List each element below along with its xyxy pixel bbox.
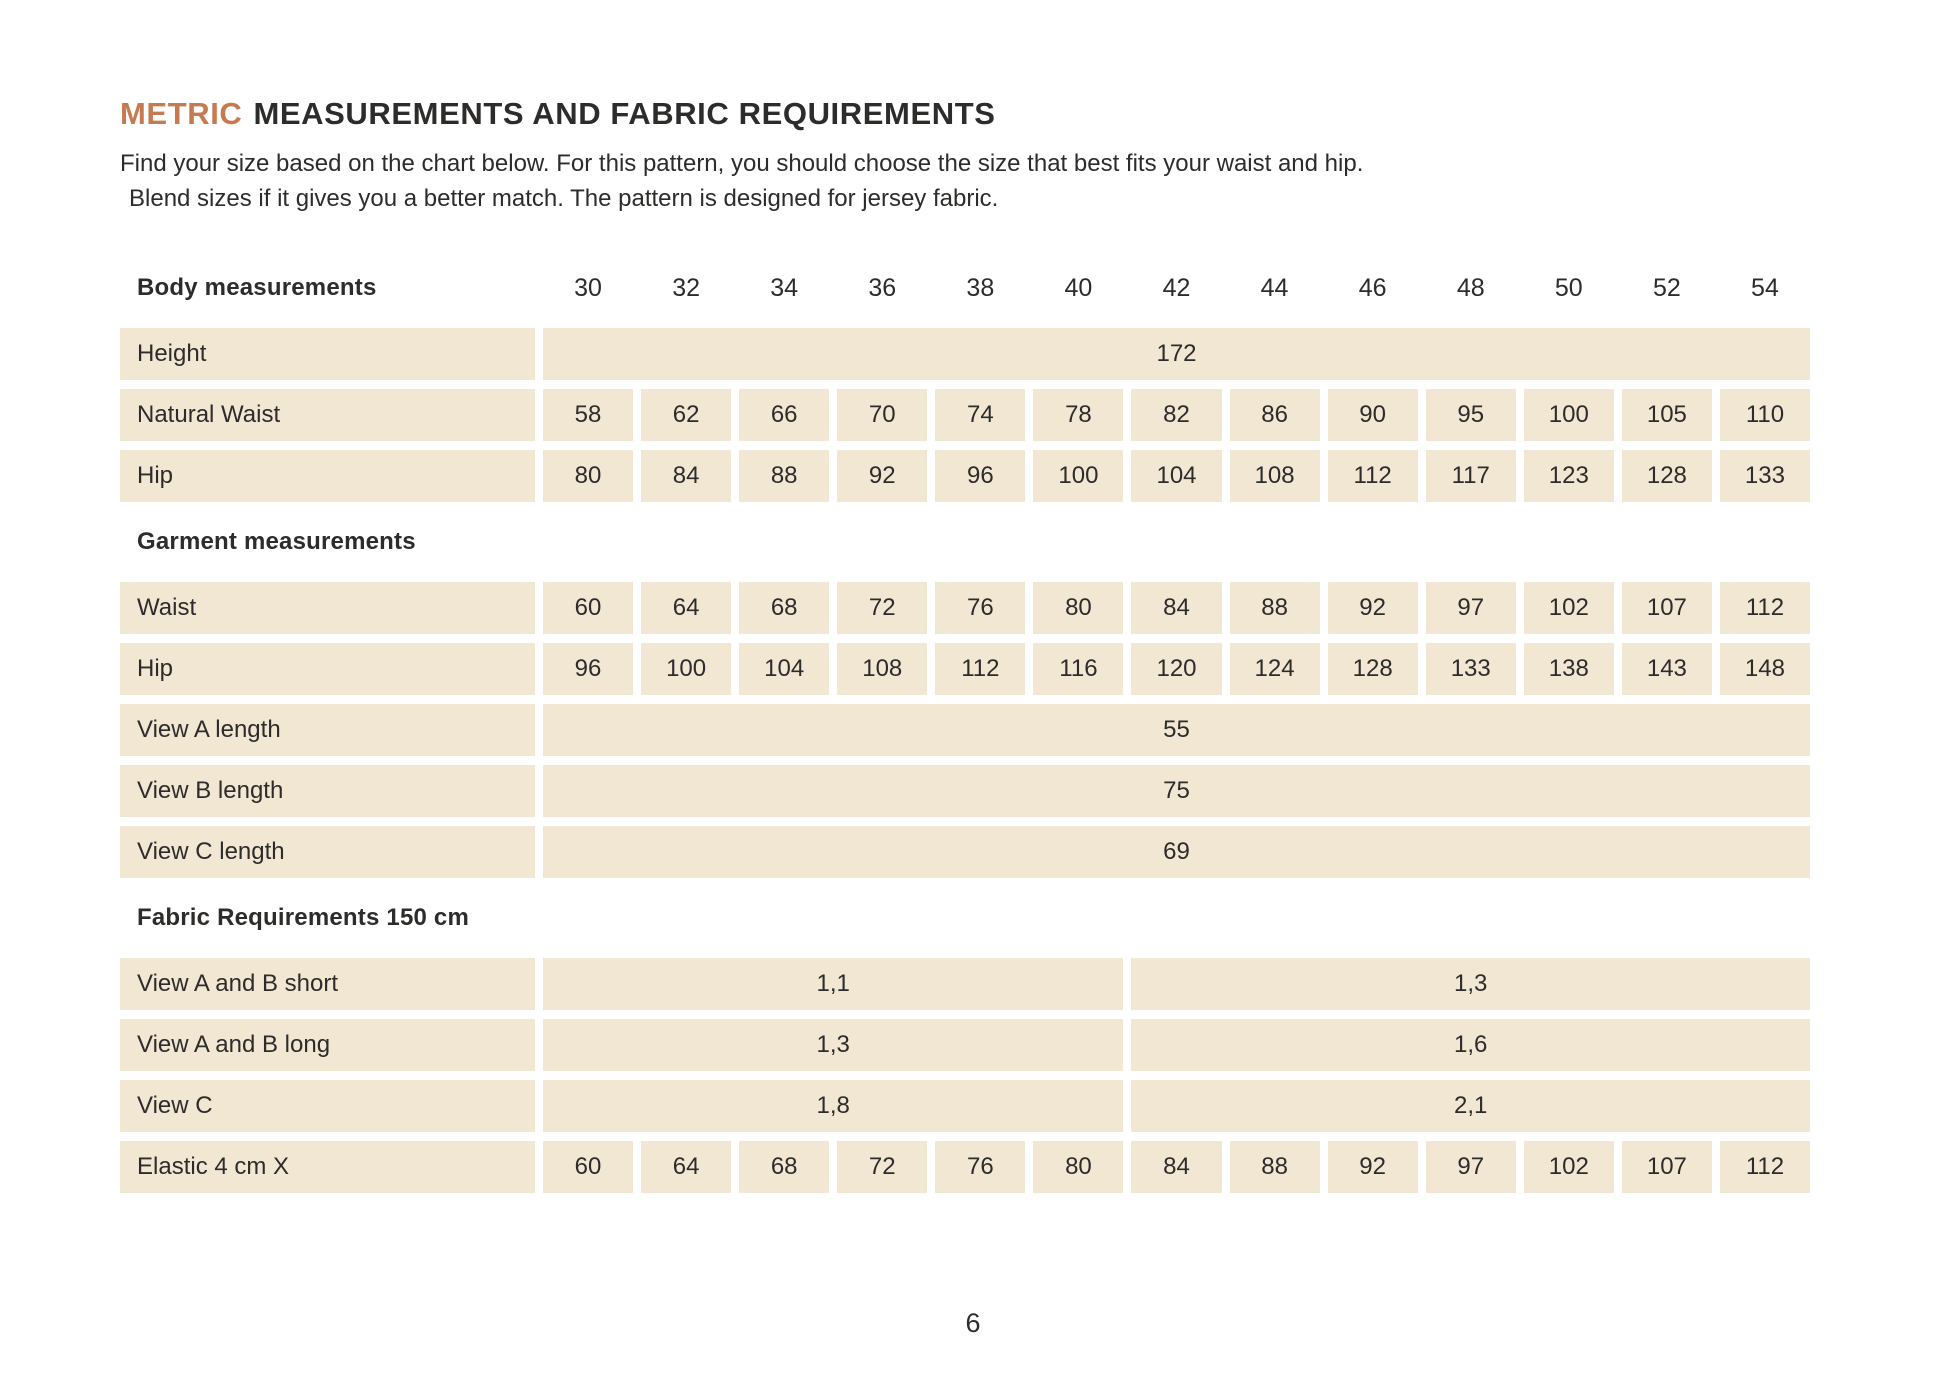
body-hip-value: 133 bbox=[1720, 450, 1810, 502]
view-ab-short-small-sizes-value: 1,1 bbox=[543, 958, 1123, 1010]
body-hip-value: 80 bbox=[543, 450, 633, 502]
section-heading-body-measurements: Body measurements bbox=[137, 274, 377, 301]
row-label-view-c: View C bbox=[120, 1080, 535, 1132]
elastic-value: 102 bbox=[1524, 1141, 1614, 1193]
garment-hip-value: 104 bbox=[739, 643, 829, 695]
measurements-table bbox=[120, 258, 1810, 1193]
garment-waist-value: 88 bbox=[1230, 582, 1320, 634]
natural-waist-value: 100 bbox=[1524, 389, 1614, 441]
garment-waist-row bbox=[120, 582, 1810, 634]
view-b-length-row bbox=[120, 765, 1810, 817]
elastic-value: 60 bbox=[543, 1141, 633, 1193]
size-column-header: 38 bbox=[966, 273, 995, 302]
section-heading-garment-measurements: Garment measurements bbox=[137, 528, 416, 555]
row-label-waist: Waist bbox=[120, 582, 535, 634]
view-a-length-row bbox=[120, 704, 1810, 756]
natural-waist-value: 74 bbox=[935, 389, 1025, 441]
elastic-row bbox=[120, 1141, 1810, 1193]
garment-hip-value: 108 bbox=[837, 643, 927, 695]
row-label-view-a-length: View A length bbox=[120, 704, 535, 756]
natural-waist-row bbox=[120, 389, 1810, 441]
size-column-header: 40 bbox=[1064, 273, 1093, 302]
garment-hip-value: 128 bbox=[1328, 643, 1418, 695]
garment-hip-value: 148 bbox=[1720, 643, 1810, 695]
natural-waist-value: 58 bbox=[543, 389, 633, 441]
view-ab-long-small-sizes-value: 1,3 bbox=[543, 1019, 1123, 1071]
body-hip-value: 96 bbox=[935, 450, 1025, 502]
size-column-header: 54 bbox=[1751, 273, 1779, 302]
garment-waist-value: 60 bbox=[543, 582, 633, 634]
view-ab-short-row bbox=[120, 958, 1810, 1010]
garment-waist-value: 72 bbox=[837, 582, 927, 634]
elastic-value: 92 bbox=[1328, 1141, 1418, 1193]
size-column-header: 48 bbox=[1456, 273, 1485, 302]
garment-hip-value: 112 bbox=[935, 643, 1025, 695]
page-content bbox=[120, 96, 1810, 1202]
garment-hip-value: 143 bbox=[1622, 643, 1712, 695]
garment-waist-value: 92 bbox=[1328, 582, 1418, 634]
row-label-view-b-length: View B length bbox=[120, 765, 535, 817]
view-a-length-value: 55 bbox=[543, 704, 1810, 756]
garment-hip-value: 96 bbox=[543, 643, 633, 695]
elastic-value: 72 bbox=[837, 1141, 927, 1193]
body-hip-value: 92 bbox=[837, 450, 927, 502]
body-hip-value: 108 bbox=[1230, 450, 1320, 502]
garment-hip-value: 100 bbox=[641, 643, 731, 695]
size-column-header: 44 bbox=[1260, 273, 1289, 302]
view-c-fabric-row bbox=[120, 1080, 1810, 1132]
title-rest: MEASUREMENTS AND FABRIC REQUIREMENTS bbox=[253, 96, 996, 131]
size-column-header: 32 bbox=[672, 273, 700, 302]
title-accent: METRIC bbox=[120, 96, 243, 131]
size-header-row bbox=[120, 258, 1810, 318]
natural-waist-value: 62 bbox=[641, 389, 731, 441]
size-column-header: 34 bbox=[770, 273, 799, 302]
view-ab-long-large-sizes-value: 1,6 bbox=[1131, 1019, 1810, 1071]
section-heading-fabric-requirements: Fabric Requirements 150 cm bbox=[137, 904, 470, 931]
natural-waist-value: 90 bbox=[1328, 389, 1418, 441]
row-label-view-c-length: View C length bbox=[120, 826, 535, 878]
height-row bbox=[120, 328, 1810, 380]
natural-waist-value: 66 bbox=[739, 389, 829, 441]
body-hip-value: 128 bbox=[1622, 450, 1712, 502]
body-hip-value: 112 bbox=[1328, 450, 1418, 502]
garment-hip-value: 138 bbox=[1524, 643, 1614, 695]
body-hip-value: 100 bbox=[1033, 450, 1123, 502]
view-c-large-sizes-value: 2,1 bbox=[1131, 1080, 1810, 1132]
garment-hip-value: 133 bbox=[1426, 643, 1516, 695]
view-c-small-sizes-value: 1,8 bbox=[543, 1080, 1123, 1132]
row-label-view-ab-long: View A and B long bbox=[120, 1019, 535, 1071]
body-hip-value: 88 bbox=[739, 450, 829, 502]
view-c-length-row bbox=[120, 826, 1810, 878]
row-label-elastic: Elastic 4 cm X bbox=[120, 1141, 535, 1193]
view-c-length-value: 69 bbox=[543, 826, 1810, 878]
elastic-value: 68 bbox=[739, 1141, 829, 1193]
height-value: 172 bbox=[543, 328, 1810, 380]
row-label-hip: Hip bbox=[120, 643, 535, 695]
garment-hip-value: 124 bbox=[1230, 643, 1320, 695]
natural-waist-value: 86 bbox=[1230, 389, 1320, 441]
garment-waist-value: 97 bbox=[1426, 582, 1516, 634]
garment-hip-value: 116 bbox=[1033, 643, 1123, 695]
elastic-value: 97 bbox=[1426, 1141, 1516, 1193]
intro-line-2: Blend sizes if it gives you a better match. The pattern is designed for jersey fabric. bbox=[129, 185, 999, 212]
row-label-view-ab-short: View A and B short bbox=[120, 958, 535, 1010]
size-column-header: 52 bbox=[1652, 273, 1681, 302]
elastic-value: 88 bbox=[1230, 1141, 1320, 1193]
garment-waist-value: 102 bbox=[1524, 582, 1614, 634]
garment-waist-value: 107 bbox=[1622, 582, 1712, 634]
page-title bbox=[120, 96, 1810, 132]
size-column-header: 50 bbox=[1554, 273, 1583, 302]
natural-waist-value: 70 bbox=[837, 389, 927, 441]
size-column-header: 46 bbox=[1358, 273, 1387, 302]
row-label-natural-waist: Natural Waist bbox=[120, 389, 535, 441]
view-ab-long-row bbox=[120, 1019, 1810, 1071]
body-hip-row bbox=[120, 450, 1810, 502]
natural-waist-value: 110 bbox=[1720, 389, 1810, 441]
garment-waist-value: 84 bbox=[1131, 582, 1221, 634]
garment-waist-value: 76 bbox=[935, 582, 1025, 634]
intro-text bbox=[120, 146, 1810, 216]
elastic-value: 112 bbox=[1720, 1141, 1810, 1193]
view-b-length-value: 75 bbox=[543, 765, 1810, 817]
size-column-header: 36 bbox=[868, 273, 897, 302]
page-number: 6 bbox=[965, 1308, 981, 1338]
elastic-value: 64 bbox=[641, 1141, 731, 1193]
row-label-hip: Hip bbox=[120, 450, 535, 502]
garment-waist-value: 112 bbox=[1720, 582, 1810, 634]
view-ab-short-large-sizes-value: 1,3 bbox=[1131, 958, 1810, 1010]
size-column-header: 30 bbox=[574, 273, 602, 302]
elastic-value: 80 bbox=[1033, 1141, 1123, 1193]
garment-hip-value: 120 bbox=[1131, 643, 1221, 695]
elastic-value: 107 bbox=[1622, 1141, 1712, 1193]
elastic-value: 84 bbox=[1131, 1141, 1221, 1193]
body-hip-value: 84 bbox=[641, 450, 731, 502]
size-column-header: 42 bbox=[1162, 273, 1191, 302]
elastic-value: 76 bbox=[935, 1141, 1025, 1193]
body-hip-value: 104 bbox=[1131, 450, 1221, 502]
garment-waist-value: 64 bbox=[641, 582, 731, 634]
garment-waist-value: 80 bbox=[1033, 582, 1123, 634]
natural-waist-value: 105 bbox=[1622, 389, 1712, 441]
row-label-height: Height bbox=[120, 328, 535, 380]
natural-waist-value: 82 bbox=[1131, 389, 1221, 441]
intro-line-1: Find your size based on the chart below. For this pattern, you should choose the size that best fits your waist and hip. bbox=[120, 150, 1364, 177]
natural-waist-value: 95 bbox=[1426, 389, 1516, 441]
body-hip-value: 123 bbox=[1524, 450, 1614, 502]
natural-waist-value: 78 bbox=[1033, 389, 1123, 441]
body-hip-value: 117 bbox=[1426, 450, 1516, 502]
garment-waist-value: 68 bbox=[739, 582, 829, 634]
garment-hip-row bbox=[120, 643, 1810, 695]
